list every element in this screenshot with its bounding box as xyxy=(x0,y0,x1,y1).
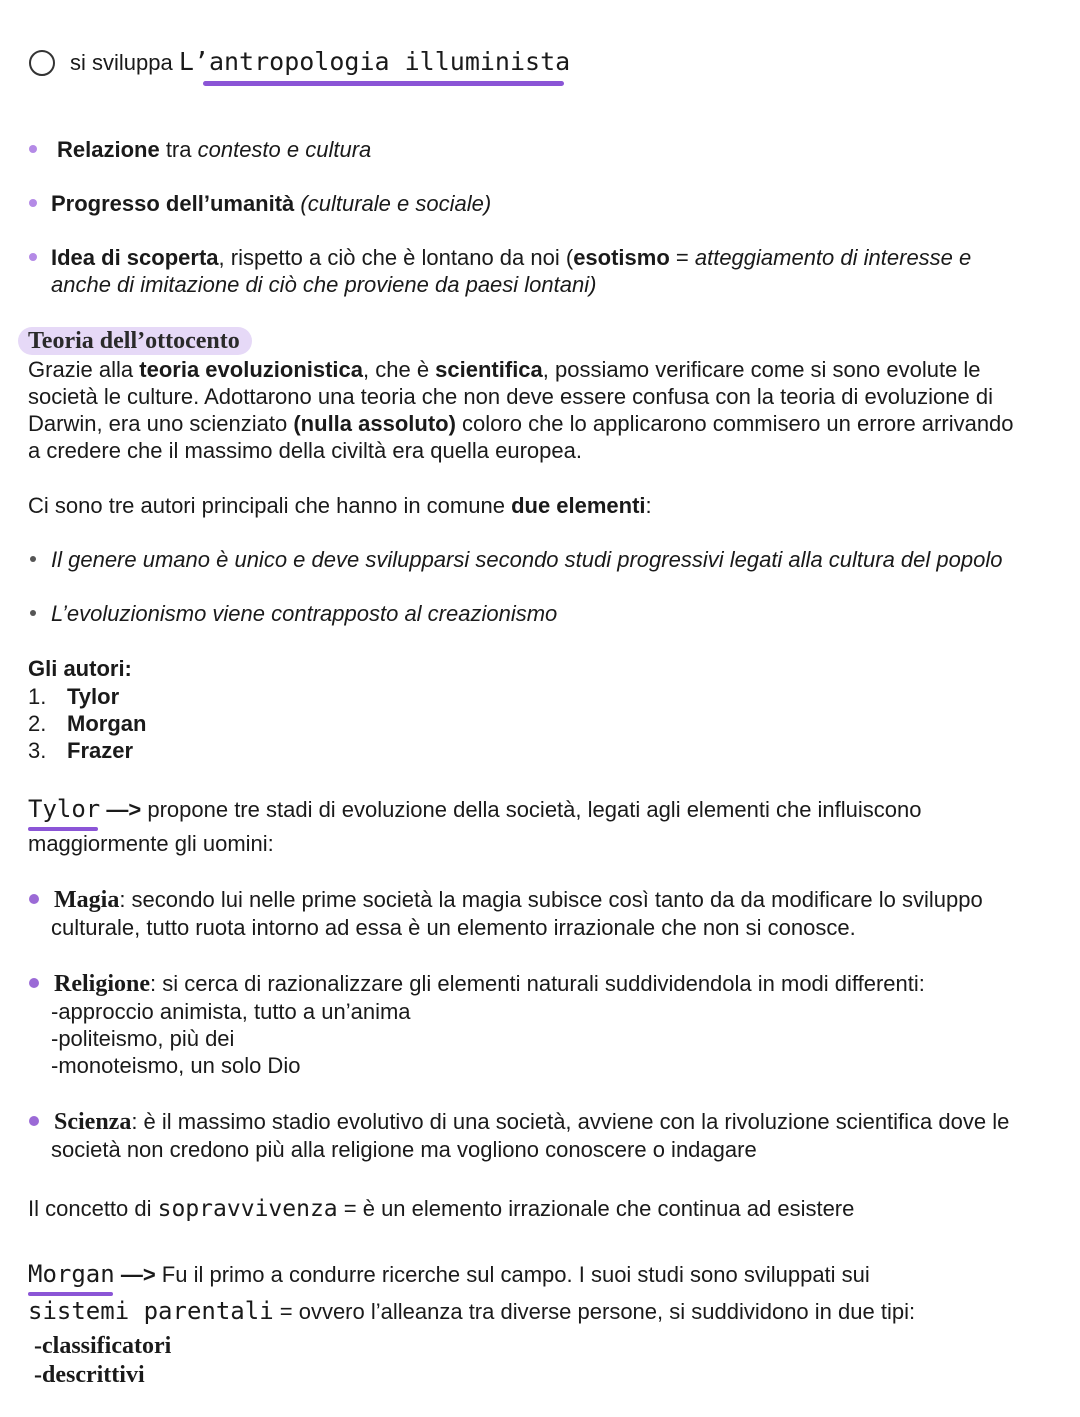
author-1-name: Tylor xyxy=(67,684,120,709)
element-1: Il genere umano è unico e deve svilupparsi secondo studi progressivi legati alla cultura del popolo xyxy=(51,547,1003,572)
stage-scienza: Scienza: è il massimo stadio evolutivo di una società, avviene con la rivoluzione scientifica dove le xyxy=(54,1109,1010,1135)
paragraph-line-4: a credere che il massimo della civiltà era quella europea. xyxy=(28,438,582,463)
bullet-icon xyxy=(30,610,36,616)
bullet-icon xyxy=(29,894,39,904)
header-title: L’antropologia illuminista xyxy=(179,47,570,76)
author-2-name: Morgan xyxy=(67,711,147,736)
stage-religione: Religione: si cerca di razionalizzare gli elementi naturali suddividendola in modi differenti: xyxy=(54,971,925,997)
paragraph-line-2: società le culture. Adottarono una teoria che non deve essere confusa con la teoria di evoluzione di xyxy=(28,384,993,409)
stage-religione-line4: -monoteismo, un solo Dio xyxy=(51,1053,301,1078)
author-1: 1. xyxy=(28,684,47,709)
stage-religione-line2: -approccio animista, tutto a un’anima xyxy=(51,999,411,1024)
stage-scienza-line2: società non credono più alla religione ma vogliono conoscere o indagare xyxy=(51,1137,757,1162)
circle-bullet-icon xyxy=(29,50,55,76)
tylor-line-1: Tylor —> propone tre stadi di evoluzione della società, legati agli elementi che influiscono xyxy=(28,796,922,823)
stage-magia-line2: culturale, tutto ruota intorno ad essa è un elemento irrazionale che non si conosce. xyxy=(51,915,856,940)
type-classificatori: -classificatori xyxy=(34,1333,172,1359)
morgan-line-1: Morgan —> Fu il primo a condurre ricerche sul campo. I suoi studi sono sviluppati sui xyxy=(28,1261,870,1288)
paragraph-line-3: Darwin, era uno scienziato (nulla assoluto) coloro che lo applicarono commisero un errore arrivando xyxy=(28,411,1014,436)
element-2: L’evoluzionismo viene contrapposto al creazionismo xyxy=(51,601,558,626)
bullet-relazione: Relazione tra contesto e cultura xyxy=(57,137,372,162)
intro-line: Ci sono tre autori principali che hanno in comune due elementi: xyxy=(28,493,652,518)
type-descrittivi: -descrittivi xyxy=(34,1362,145,1388)
header-prefix: si sviluppa xyxy=(70,50,173,75)
bullet-icon xyxy=(30,556,36,562)
bullet-scoperta: Idea di scoperta, rispetto a ciò che è lontano da noi (esotismo = atteggiamento di interesse e xyxy=(51,245,972,270)
bullet-icon xyxy=(29,1116,39,1126)
stage-magia: Magia: secondo lui nelle prime società la magia subisce così tanto da da modificare lo sviluppo xyxy=(54,887,983,913)
bullet-progresso: Progresso dell’umanità (culturale e sociale) xyxy=(51,191,492,216)
paragraph-line-1: Grazie alla teoria evoluzionistica, che è scientifica, possiamo verificare come si sono evolute le xyxy=(28,357,981,382)
section-label: Teoria dell’ottocento xyxy=(18,327,252,355)
bullet-icon xyxy=(29,978,39,988)
bullet-icon xyxy=(29,253,37,261)
author-3-name: Frazer xyxy=(67,738,134,763)
tylor-line-2: maggiormente gli uomini: xyxy=(28,831,274,856)
bullet-icon xyxy=(29,145,37,153)
morgan-name: Morgan xyxy=(28,1260,115,1288)
bullet-scoperta-line2: anche di imitazione di ciò che proviene da paesi lontani) xyxy=(51,272,597,297)
stage-religione-line3: -politeismo, più dei xyxy=(51,1026,235,1051)
bullet-icon xyxy=(29,199,37,207)
header xyxy=(70,48,570,76)
morgan-line-2: sistemi parentali = ovvero l’alleanza tra diverse persone, si suddividono in due tipi: xyxy=(28,1297,916,1325)
concept-line: Il concetto di sopravvivenza = è un elemento irrazionale che continua ad esistere xyxy=(28,1196,855,1222)
author-3: 3. xyxy=(28,738,47,763)
authors-title: Gli autori: xyxy=(28,656,132,681)
tylor-name: Tylor xyxy=(28,795,100,823)
author-2: 2. xyxy=(28,711,47,736)
